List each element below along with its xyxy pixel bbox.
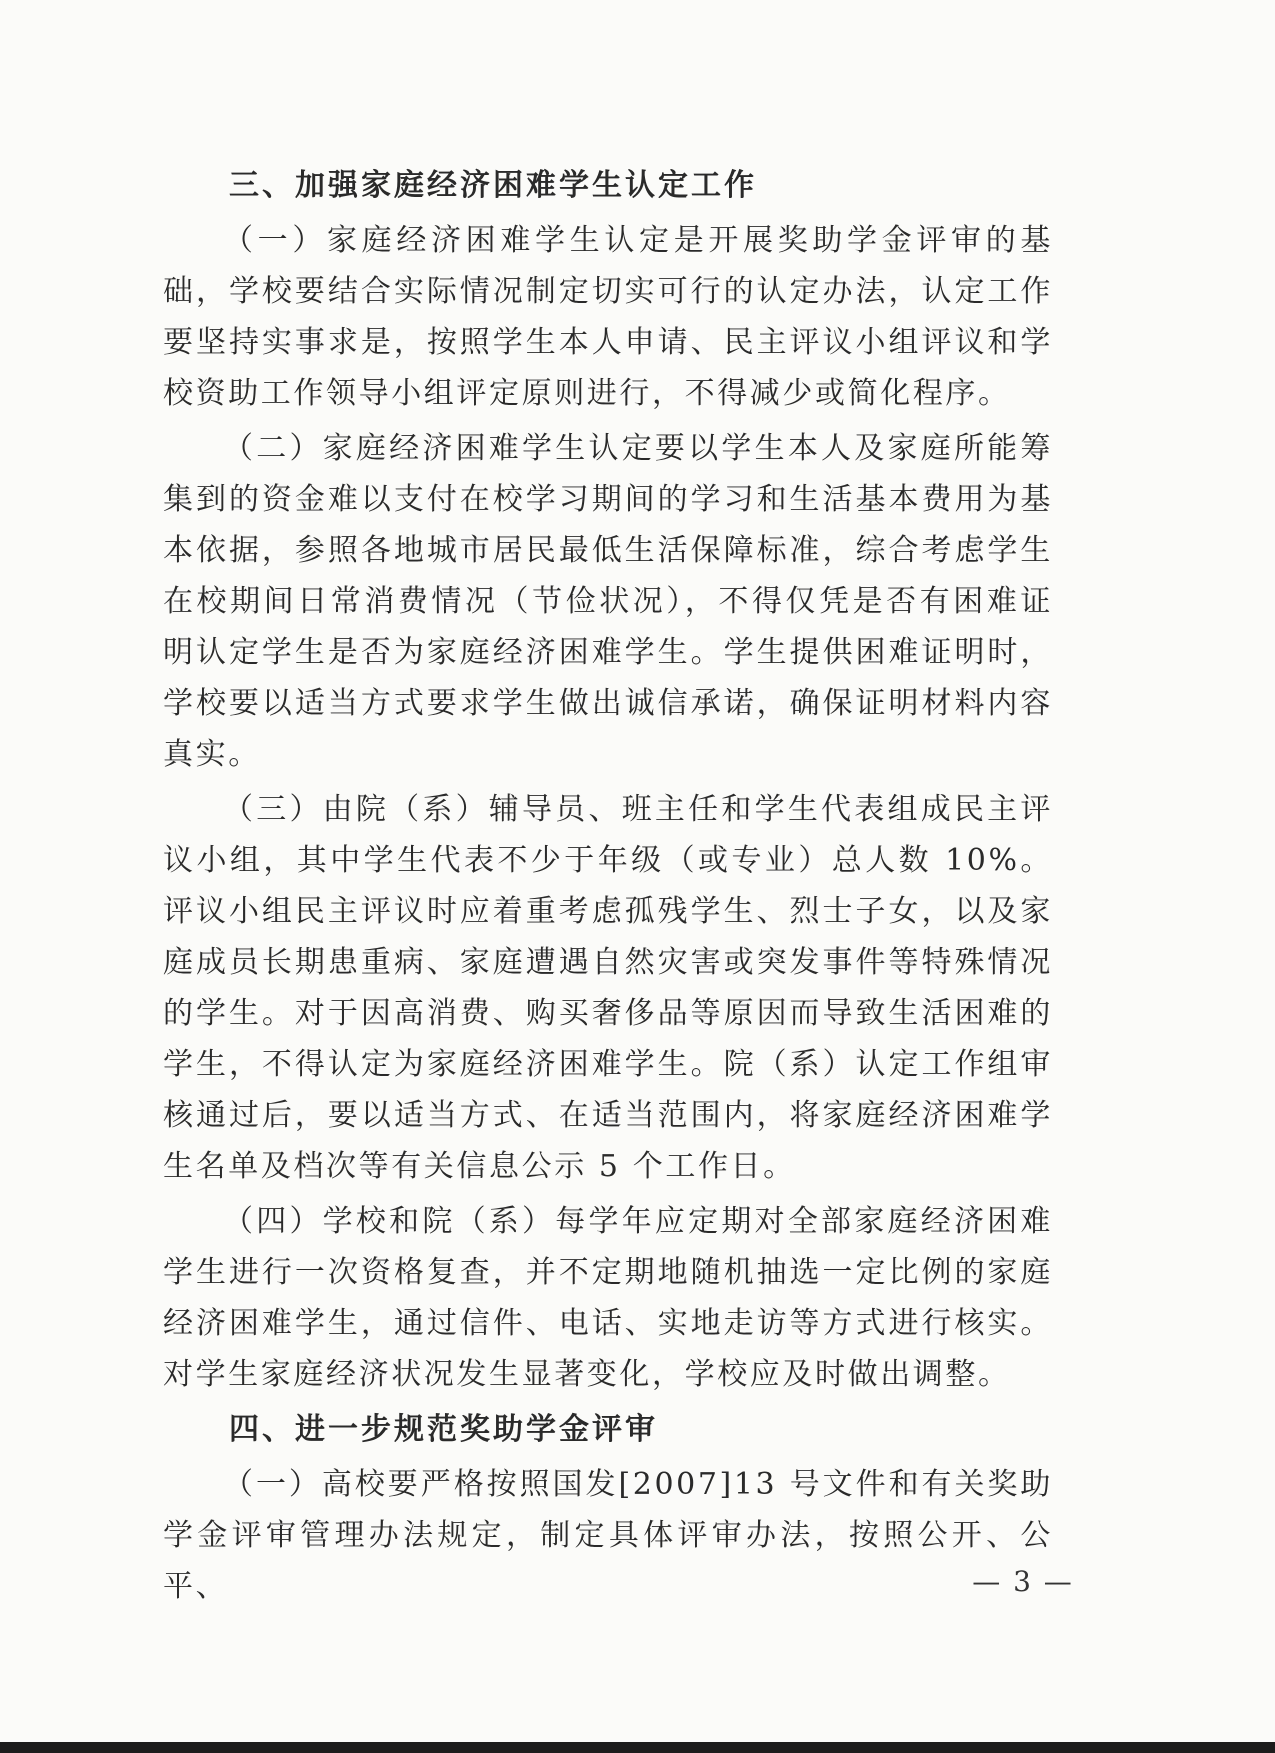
- paragraph-3-1: （一）家庭经济困难学生认定是开展奖助学金评审的基础，学校要结合实际情况制定切实可行的认定办法，认定工作要坚持实事求是，按照学生本人申请、民主评议小组评议和学校资助工作领导小组评定原则进行，不得减少或简化程序。: [163, 223, 1053, 411]
- paragraph-3-4: （四）学校和院（系）每学年应定期对全部家庭经济困难学生进行一次资格复查，并不定期地随机抽选一定比例的家庭经济困难学生，通过信件、电话、实地走访等方式进行核实。对学生家庭经济状况发生显著变化，学校应及时做出调整。: [163, 1204, 1053, 1392]
- scan-edge-bar: [0, 1742, 1275, 1753]
- paragraph-3-2: （二）家庭经济困难学生认定要以学生本人及家庭所能筹集到的资金难以支付在校学习期间的学习和生活基本费用为基本依据，参照各地城市居民最低生活保障标准，综合考虑学生在校期间日常消费情况（节俭状况），不得仅凭是否有困难证明认定学生是否为家庭经济困难学生。学生提供困难证明时，学校要以适当方式要求学生做出诚信承诺，确保证明材料内容真实。: [163, 431, 1053, 772]
- section-heading-3: 三、加强家庭经济困难学生认定工作: [229, 168, 757, 203]
- page-number: — 3 —: [972, 1565, 1074, 1598]
- document-body: [163, 160, 1053, 1616]
- paragraph-3-3: （三）由院（系）辅导员、班主任和学生代表组成民主评议小组，其中学生代表不少于年级（或专业）总人数 10%。评议小组民主评议时应着重考虑孤残学生、烈士子女，以及家庭成员长期患重病、家庭遭遇自然灾害或突发事件等特殊情况的学生。对于因高消费、购买奢侈品等原因而导致生活困难的学生，不得认定为家庭经济困难学生。院（系）认定工作组审核通过后，要以适当方式、在适当范围内，将家庭经济困难学生名单及档次等有关信息公示 5 个工作日。: [163, 792, 1053, 1184]
- section-heading-4: 四、进一步规范奖助学金评审: [229, 1412, 658, 1447]
- paragraph-4-1: （一）高校要严格按照国发[2007]13 号文件和有关奖助学金评审管理办法规定，制定具体评审办法，按照公开、公平、: [163, 1467, 1053, 1604]
